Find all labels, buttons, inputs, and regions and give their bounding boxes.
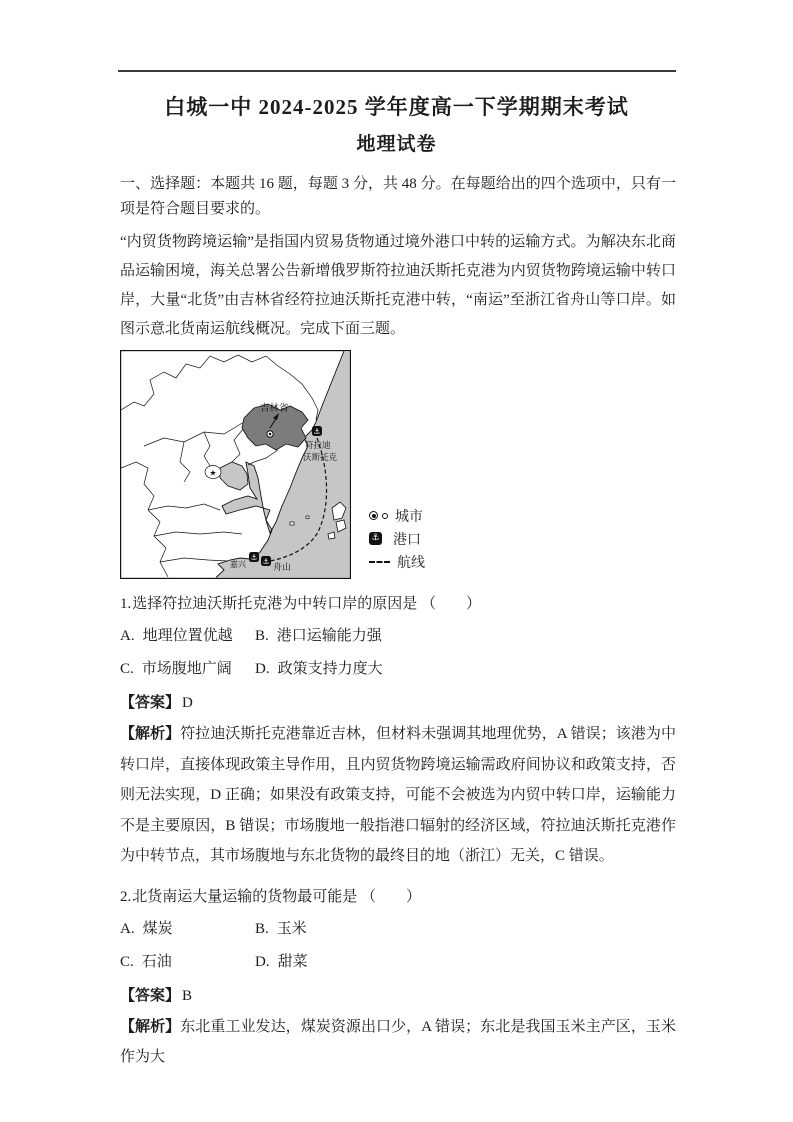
document-body <box>120 172 676 1073</box>
page-subtitle: 地理试卷 <box>356 134 437 155</box>
svg-text:⚓: ⚓ <box>262 557 270 566</box>
svg-text:⚓: ⚓ <box>250 553 258 562</box>
zhoushan-port-icon <box>261 556 271 566</box>
question-2 <box>120 882 676 1073</box>
zhoushan-label: 舟山 <box>273 562 292 572</box>
vladivostok-label-line1: 符拉迪 <box>305 440 331 450</box>
legend-route-row <box>369 550 425 573</box>
question-1-analysis: 【解析】符拉迪沃斯托克港靠近吉林，但材料未强调其地理优势，A 错误；该港为中转口岸，直接体现政策主导作用，且内贸货物跨境运输需政府间协议和政策支持，否则无法实现，D 正确；如果没有政策支持，可能不会被选为内贸中转口岸，运输能力不是主要原因，B 错误；市场腹地一般指港口辐射的经济区域，符拉迪沃斯托克港作为中转节点，其市场腹地与东北货物的最终目的地（浙江）无关，C 错误。 <box>120 726 676 864</box>
question-1 <box>120 589 676 872</box>
page-title: 白城一中 2024-2025 学年度高一下学期期末考试 <box>164 95 629 119</box>
question-1-option-c: C. 市场腹地广阔 <box>120 661 232 677</box>
legend-port-label: 港口 <box>393 532 421 548</box>
question-2-answer: 【答案】 B <box>120 987 193 1004</box>
question-2-option-c: C. 石油 <box>120 953 172 970</box>
section-heading: 一、选择题：本题共 16 题，每题 3 分，共 48 分。在每题给出的四个选项中，只有一项是符合题目要求的。 <box>120 176 676 217</box>
answer-label: 【答案】 <box>120 987 181 1004</box>
analysis-label: 【解析】 <box>120 1018 181 1035</box>
legend-route-label: 航线 <box>397 555 425 571</box>
question-2-stem-text: 北货南运大量运输的货物最可能是 （ ） <box>132 888 422 905</box>
city-small-circle-icon <box>382 513 388 519</box>
svg-text:⚓: ⚓ <box>313 427 321 436</box>
beijing-star-icon: ★ <box>209 468 217 478</box>
vladivostok-port-icon <box>312 426 322 436</box>
route-dash-icon <box>369 561 390 563</box>
question-2-option-a: A. 煤炭 <box>120 920 173 937</box>
question-2-number: 2. <box>120 888 132 905</box>
legend-city-row <box>369 504 425 527</box>
legend-city-label: 城市 <box>395 509 423 525</box>
question-1-stem <box>120 589 676 620</box>
question-1-answer: 【答案】 D <box>120 695 193 711</box>
small-island-1 <box>290 522 294 525</box>
header-rule <box>118 70 676 72</box>
question-passage: “内贸货物跨境运输”是指国内贸易货物通过境外港口中转的运输方式。为解决东北商品运输困境，海关总署公告新增俄罗斯符拉迪沃斯托克港为内贸货物跨境运输中转口岸，大量“北货”由吉林省经符拉迪沃斯托克港中转，“南运”至浙江省舟山等口岸。如图示意北货南运航线概况。完成下面三题。 <box>120 234 676 337</box>
question-1-number: 1. <box>120 596 132 612</box>
question-1-option-d: D. 政策支持力度大 <box>255 661 383 677</box>
question-1-options <box>120 620 676 686</box>
jiaxing-port-icon <box>249 552 259 562</box>
question-2-option-d: D. 甜菜 <box>255 953 308 970</box>
question-2-option-b: B. 玉米 <box>255 920 307 937</box>
analysis-label: 【解析】 <box>120 726 181 742</box>
northeast-asia-route-map <box>120 350 351 579</box>
city-marker-inner <box>269 433 272 436</box>
city-double-circle-icon <box>369 511 378 520</box>
vladivostok-label-line2: 沃斯托克 <box>303 452 338 462</box>
map-legend <box>369 504 425 573</box>
question-1-option-b: B. 港口运输能力强 <box>255 628 382 644</box>
answer-label: 【答案】 <box>120 695 181 711</box>
small-island-2 <box>306 516 309 519</box>
port-anchor-icon: ⚓ <box>369 532 382 545</box>
question-1-stem-text: 选择符拉迪沃斯托克港为中转口岸的原因是 （ ） <box>132 596 482 612</box>
jiaxing-label: 嘉兴 <box>230 560 246 569</box>
question-2-analysis: 【解析】东北重工业发达，煤炭资源出口少，A 错误；东北是我国玉米主产区，玉米作为大 <box>120 1018 676 1065</box>
question-2-stem <box>120 882 676 913</box>
map-figure <box>120 350 676 579</box>
question-1-option-a: A. 地理位置优越 <box>120 628 233 644</box>
question-2-options <box>120 913 676 979</box>
legend-port-row <box>369 527 425 550</box>
jilin-label: 吉林省 <box>260 404 289 414</box>
